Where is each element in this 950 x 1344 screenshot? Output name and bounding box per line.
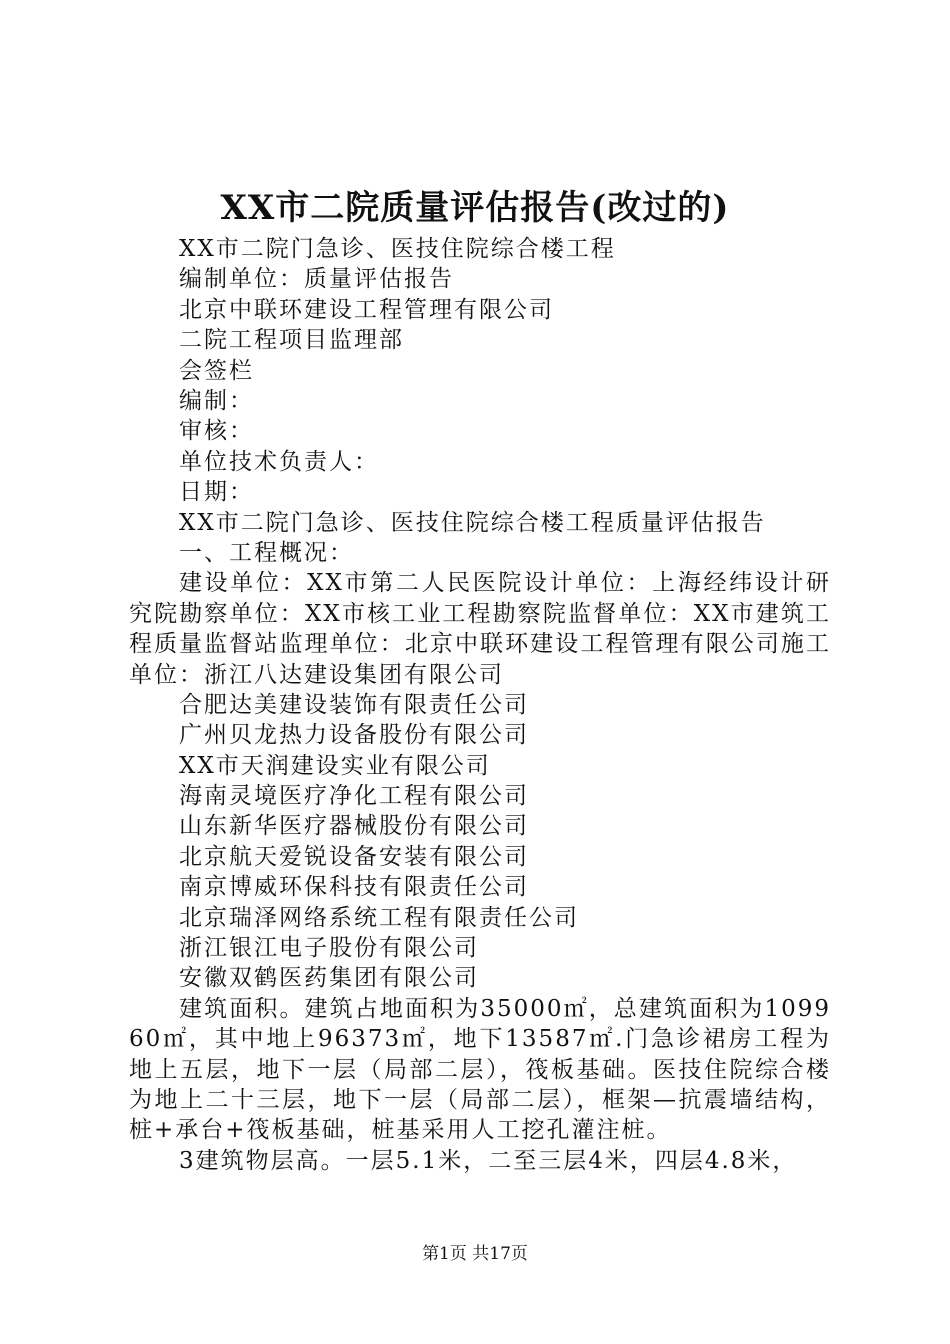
text-line-date: 日期：	[179, 479, 254, 506]
paragraph-building-area: 建筑面积。建筑占地面积为35000㎡，总建筑面积为109960㎡，其中地上96373㎡，地下13587㎡.门急诊裙房工程为地上五层，地下一层（局部二层），筏板基础。医技住院综合楼为地上二十三层，地下一层（局部二层），框架—抗震墙结构，桩+承台+筏板基础，桩基采用人工挖孔灌注桩。	[129, 995, 831, 1144]
company-line: 安徽双鹤医药集团有限公司	[179, 965, 479, 992]
company-line: 北京航天爱锐设备安装有限公司	[179, 843, 529, 870]
company-line: 南京博威环保科技有限责任公司	[179, 874, 529, 901]
page-number: 第1页 共17页	[422, 1244, 528, 1264]
text-line-department: 二院工程项目监理部	[179, 327, 404, 354]
company-line: 广州贝龙热力设备股份有限公司	[179, 722, 529, 749]
text-line-signoff: 会签栏	[179, 357, 254, 384]
text-line-report-title: XX市二院门急诊、医技住院综合楼工程质量评估报告	[179, 509, 766, 536]
company-line: 浙江银江电子股份有限公司	[179, 935, 479, 962]
company-line: XX市天润建设实业有限公司	[179, 752, 491, 779]
paragraph-units: 建设单位：XX市第二人民医院设计单位：上海经纬设计研究院勘察单位：XX市核工业工程勘察院监督单位：XX市建筑工程质量监督站监理单位：北京中联环建设工程管理有限公司施工单位：浙江八达建设集团有限公司	[129, 570, 831, 688]
text-line-tech-lead: 单位技术负责人：	[179, 448, 379, 475]
text-line-prepared-by: 编制：	[179, 387, 254, 414]
company-line: 山东新华医疗器械股份有限公司	[179, 813, 529, 840]
document-title: XX市二院质量评估报告(改过的)	[220, 188, 730, 228]
text-line-compiler: 编制单位：质量评估报告	[179, 266, 454, 293]
company-line: 海南灵境医疗净化工程有限公司	[179, 783, 529, 810]
section-heading-overview: 一、工程概况：	[179, 539, 354, 566]
document-body	[129, 234, 831, 1176]
text-line-reviewed-by: 审核：	[179, 418, 254, 445]
company-line: 合肥达美建设装饰有限责任公司	[179, 691, 529, 718]
text-line-project: XX市二院门急诊、医技住院综合楼工程	[179, 236, 616, 262]
text-line-company: 北京中联环建设工程管理有限公司	[179, 296, 554, 323]
paragraph-floor-height: 3建筑物层高。一层5.1米，二至三层4米，四层4.8米，	[179, 1147, 798, 1174]
company-line: 北京瑞泽网络系统工程有限责任公司	[179, 904, 579, 931]
